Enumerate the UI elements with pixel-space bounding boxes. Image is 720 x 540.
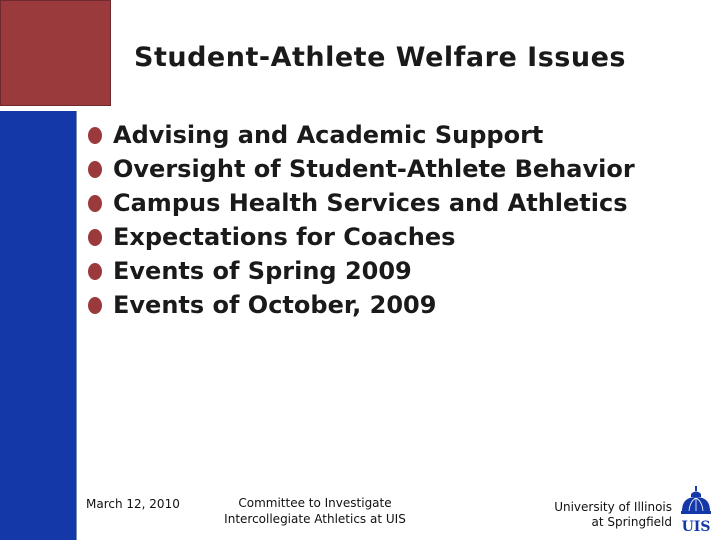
footer-date: March 12, 2010 (86, 497, 180, 511)
bullet-item (88, 152, 635, 186)
footer-committee-line2: Intercollegiate Athletics at UIS (224, 512, 406, 526)
bullet-dot-icon (88, 127, 102, 144)
footer-university (540, 500, 672, 530)
bullet-item (88, 288, 635, 322)
bullet-dot-icon (88, 195, 102, 212)
logo-wordmark: UIS (681, 519, 711, 535)
bullet-text: Oversight of Student-Athlete Behavior (113, 155, 635, 183)
footer-university-line2: at Springfield (591, 515, 672, 529)
decorative-blue-bar (0, 111, 76, 540)
bullet-dot-icon (88, 297, 102, 314)
bullet-text: Events of October, 2009 (113, 291, 437, 319)
decorative-red-block (0, 0, 111, 106)
footer-university-line1: University of Illinois (554, 500, 672, 514)
footer-committee-line1: Committee to Investigate (238, 496, 392, 510)
bullet-text: Expectations for Coaches (113, 223, 456, 251)
bullet-dot-icon (88, 161, 102, 178)
bullet-list (88, 118, 635, 322)
bullet-dot-icon (88, 263, 102, 280)
bullet-text: Events of Spring 2009 (113, 257, 412, 285)
bullet-dot-icon (88, 229, 102, 246)
bullet-text: Advising and Academic Support (113, 121, 544, 149)
bullet-text: Campus Health Services and Athletics (113, 189, 628, 217)
bullet-item (88, 254, 635, 288)
bullet-item (88, 220, 635, 254)
bullet-item (88, 186, 635, 220)
divider-line (76, 111, 77, 540)
footer-committee (200, 495, 430, 527)
uis-dome-logo-icon (676, 484, 716, 536)
slide-title: Student-Athlete Welfare Issues (134, 42, 626, 73)
bullet-item (88, 118, 635, 152)
